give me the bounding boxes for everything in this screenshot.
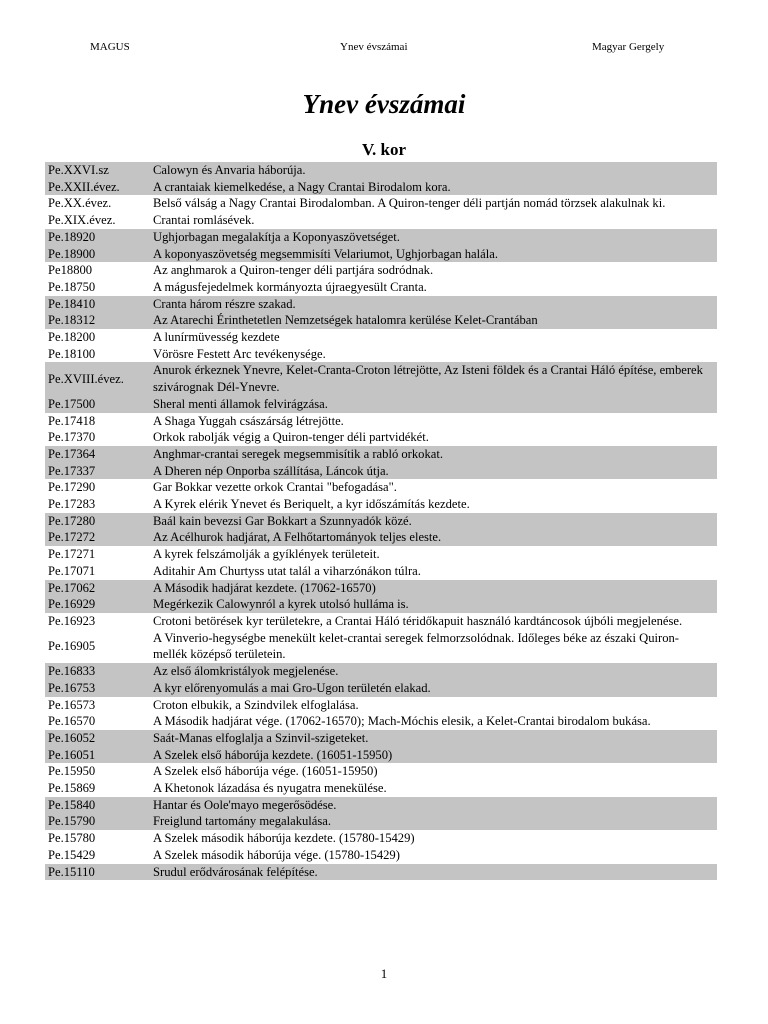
row-date: Pe.17290 xyxy=(48,480,96,495)
header-right-text: Magyar Gergely xyxy=(592,41,665,53)
row-date: Pe.XVIII.évez. xyxy=(45,362,151,395)
row-event: A Dheren nép Onporba szállítása, Láncok útja. xyxy=(151,463,717,480)
table-row xyxy=(45,730,717,747)
row-date: Pe.17271 xyxy=(48,547,96,562)
row-date: Pe.XXVI.sz xyxy=(45,162,151,179)
row-date: Pe.18100 xyxy=(48,346,96,361)
table-row xyxy=(45,813,717,830)
row-event: A Vinverio-hegységbe menekült kelet-crantai seregek felmorzsolódnak. Időleges béke az északi Quiron-mellék középső területein. xyxy=(153,630,679,662)
row-date: Pe.17370 xyxy=(48,430,96,445)
row-event: A Szelek első háborúja vége. (16051-15950) xyxy=(153,764,378,779)
row-event: Az Acélhurok hadjárat, A Felhőtartományok teljes eleste. xyxy=(151,529,717,546)
table-row xyxy=(45,663,717,680)
row-event: Sheral menti államok felvirágzása. xyxy=(151,396,717,413)
row-date: Pe.15869 xyxy=(48,781,96,796)
row-date: Pe.16923 xyxy=(48,613,96,628)
table-row xyxy=(45,613,717,630)
row-date: Pe.18900 xyxy=(45,246,151,263)
table-row xyxy=(45,212,717,229)
row-event: Belső válság a Nagy Crantai Birodalomban. A Quiron-tenger déli partján nomád törzsek alakulnak ki. xyxy=(153,196,666,211)
table-row xyxy=(45,847,717,864)
table-row xyxy=(45,630,717,663)
table-row xyxy=(45,780,717,797)
table-row xyxy=(45,446,717,463)
table-row xyxy=(45,463,717,480)
header-left-text: MAGUS xyxy=(90,41,130,53)
row-date: Pe.XIX.évez. xyxy=(48,213,116,228)
row-event: Hantar és Oole'mayo megerősödése. xyxy=(151,797,717,814)
row-date: Pe.17283 xyxy=(48,497,96,512)
row-date: Pe.15110 xyxy=(45,864,151,881)
page-number: 1 xyxy=(380,966,388,981)
row-date: Pe.17062 xyxy=(45,580,151,597)
table-row xyxy=(45,262,717,279)
row-event: A Kyrek elérik Ynevet és Beriquelt, a kyr időszámítás kezdete. xyxy=(153,497,470,512)
row-event: Freiglund tartomány megalakulása. xyxy=(151,813,717,830)
table-row xyxy=(45,747,717,764)
row-date: Pe.18750 xyxy=(48,279,96,294)
row-event: Calowyn és Anvaria háborúja. xyxy=(151,162,717,179)
row-event: A mágusfejedelmek kormányozta újraegyesült Cranta. xyxy=(153,279,427,294)
row-event: A kyrek felszámolják a gyíklények területeit. xyxy=(153,547,380,562)
table-row xyxy=(45,195,717,212)
table-row xyxy=(45,312,717,329)
table-row xyxy=(45,580,717,597)
table-row xyxy=(45,546,717,563)
row-event: A Szelek második háborúja kezdete. (15780-15429) xyxy=(153,831,415,846)
row-date: Pe.17280 xyxy=(45,513,151,530)
row-event: Ughjorbagan megalakítja a Koponyaszövetséget. xyxy=(151,229,717,246)
row-date: Pe.16929 xyxy=(45,596,151,613)
row-event: A Khetonok lázadása és nyugatra menekülése. xyxy=(153,781,387,796)
row-date: Pe.15780 xyxy=(48,831,96,846)
row-date: Pe.16570 xyxy=(48,714,96,729)
row-date: Pe.18920 xyxy=(45,229,151,246)
table-row xyxy=(45,362,717,395)
row-event: A Szelek első háborúja kezdete. (16051-15950) xyxy=(151,747,717,764)
row-date: Pe.16833 xyxy=(45,663,151,680)
table-row xyxy=(45,797,717,814)
row-date: Pe.15790 xyxy=(45,813,151,830)
row-date: Pe.18410 xyxy=(45,296,151,313)
table-row xyxy=(45,179,717,196)
row-event: A Shaga Yuggah császárság létrejötte. xyxy=(153,413,344,428)
row-event: Az Atarechi Érinthetetlen Nemzetségek hatalomra kerülése Kelet-Crantában xyxy=(151,312,717,329)
row-date: Pe.16573 xyxy=(48,697,96,712)
table-row xyxy=(45,162,717,179)
row-date: Pe.18312 xyxy=(45,312,151,329)
row-date: Pe.16051 xyxy=(45,747,151,764)
document-title: Ynev évszámai xyxy=(302,89,466,119)
row-event: Anurok érkeznek Ynevre, Kelet-Cranta-Croton létrejötte, Az Isteni földek és a Crantai Háló építése, emberek szivárognak Dél-Ynevre. xyxy=(151,362,717,395)
table-row xyxy=(45,229,717,246)
table-row xyxy=(45,513,717,530)
row-event: Anghmar-crantai seregek megsemmisítik a rabló orkokat. xyxy=(151,446,717,463)
section-heading: V. kor xyxy=(361,140,407,159)
table-row xyxy=(45,697,717,714)
table-row xyxy=(45,563,717,580)
row-date: Pe.17337 xyxy=(45,463,151,480)
row-event: A crantaiak kiemelkedése, a Nagy Crantai Birodalom kora. xyxy=(151,179,717,196)
table-row xyxy=(45,246,717,263)
row-date: Pe.16905 xyxy=(48,639,96,654)
header-center-text: Ynev évszámai xyxy=(340,41,408,53)
row-date: Pe.17418 xyxy=(48,413,96,428)
table-row xyxy=(45,830,717,847)
row-event: A Második hadjárat kezdete. (17062-16570) xyxy=(151,580,717,597)
row-date: Pe.16052 xyxy=(45,730,151,747)
chronology-table-body xyxy=(45,162,717,880)
row-event: Saát-Manas elfoglalja a Szinvil-szigeteket. xyxy=(151,730,717,747)
row-event: Crantai romlásévek. xyxy=(153,213,255,228)
row-date: Pe18800 xyxy=(48,263,93,278)
row-event: A Második hadjárat vége. (17062-16570); Mach-Móchis elesik, a Kelet-Crantai birodalom bukása. xyxy=(153,714,651,729)
table-row xyxy=(45,763,717,780)
row-date: Pe.XXII.évez. xyxy=(45,179,151,196)
row-event: Megérkezik Calowynról a kyrek utolsó hulláma is. xyxy=(151,596,717,613)
row-event: Vörösre Festett Arc tevékenysége. xyxy=(153,346,326,361)
table-row xyxy=(45,329,717,346)
table-row xyxy=(45,413,717,430)
row-date: Pe.15840 xyxy=(45,797,151,814)
row-date: Pe.15429 xyxy=(48,847,96,862)
row-event: A lunírmüvesség kezdete xyxy=(153,330,280,345)
table-row xyxy=(45,713,717,730)
table-row xyxy=(45,346,717,363)
table-row xyxy=(45,596,717,613)
row-event: Cranta három részre szakad. xyxy=(151,296,717,313)
row-date: Pe.17500 xyxy=(45,396,151,413)
row-event: Az anghmarok a Quiron-tenger déli partjára sodródnak. xyxy=(153,263,434,278)
table-row xyxy=(45,496,717,513)
row-event: Az első álomkristályok megjelenése. xyxy=(151,663,717,680)
table-row xyxy=(45,529,717,546)
table-row xyxy=(45,296,717,313)
row-event: Baál kain bevezsi Gar Bokkart a Szunnyadók közé. xyxy=(151,513,717,530)
row-event: Croton elbukik, a Szindvilek elfoglalása. xyxy=(153,697,359,712)
row-date: Pe.17364 xyxy=(45,446,151,463)
row-event: Crotoni betörések kyr területekre, a Crantai Háló téridőkapuit használó kardtáncosok újbóli megjelenése. xyxy=(153,613,683,628)
chronology-table xyxy=(45,162,717,880)
row-event: A koponyaszövetség megsemmisíti Velariumot, Ughjorbagan halála. xyxy=(151,246,717,263)
table-row xyxy=(45,279,717,296)
page-header xyxy=(0,41,768,57)
row-event: Srudul erődvárosának felépítése. xyxy=(151,864,717,881)
row-date: Pe.16753 xyxy=(45,680,151,697)
row-event: Gar Bokkar vezette orkok Crantai "befogadása". xyxy=(153,480,397,495)
row-event: Aditahir Am Churtyss utat talál a viharzónákon túlra. xyxy=(153,563,421,578)
row-date: Pe.15950 xyxy=(48,764,96,779)
row-date: Pe.17071 xyxy=(48,563,96,578)
row-date: Pe.18200 xyxy=(48,330,96,345)
table-row xyxy=(45,680,717,697)
row-event: Orkok rabolják végig a Quiron-tenger déli partvidékét. xyxy=(153,430,429,445)
row-event: A Szelek második háborúja vége. (15780-15429) xyxy=(153,847,400,862)
table-row xyxy=(45,479,717,496)
table-row xyxy=(45,396,717,413)
row-event: A kyr előrenyomulás a mai Gro-Ugon területén elakad. xyxy=(151,680,717,697)
table-row xyxy=(45,864,717,881)
table-row xyxy=(45,429,717,446)
row-date: Pe.17272 xyxy=(45,529,151,546)
row-date: Pe.XX.évez. xyxy=(48,196,112,211)
